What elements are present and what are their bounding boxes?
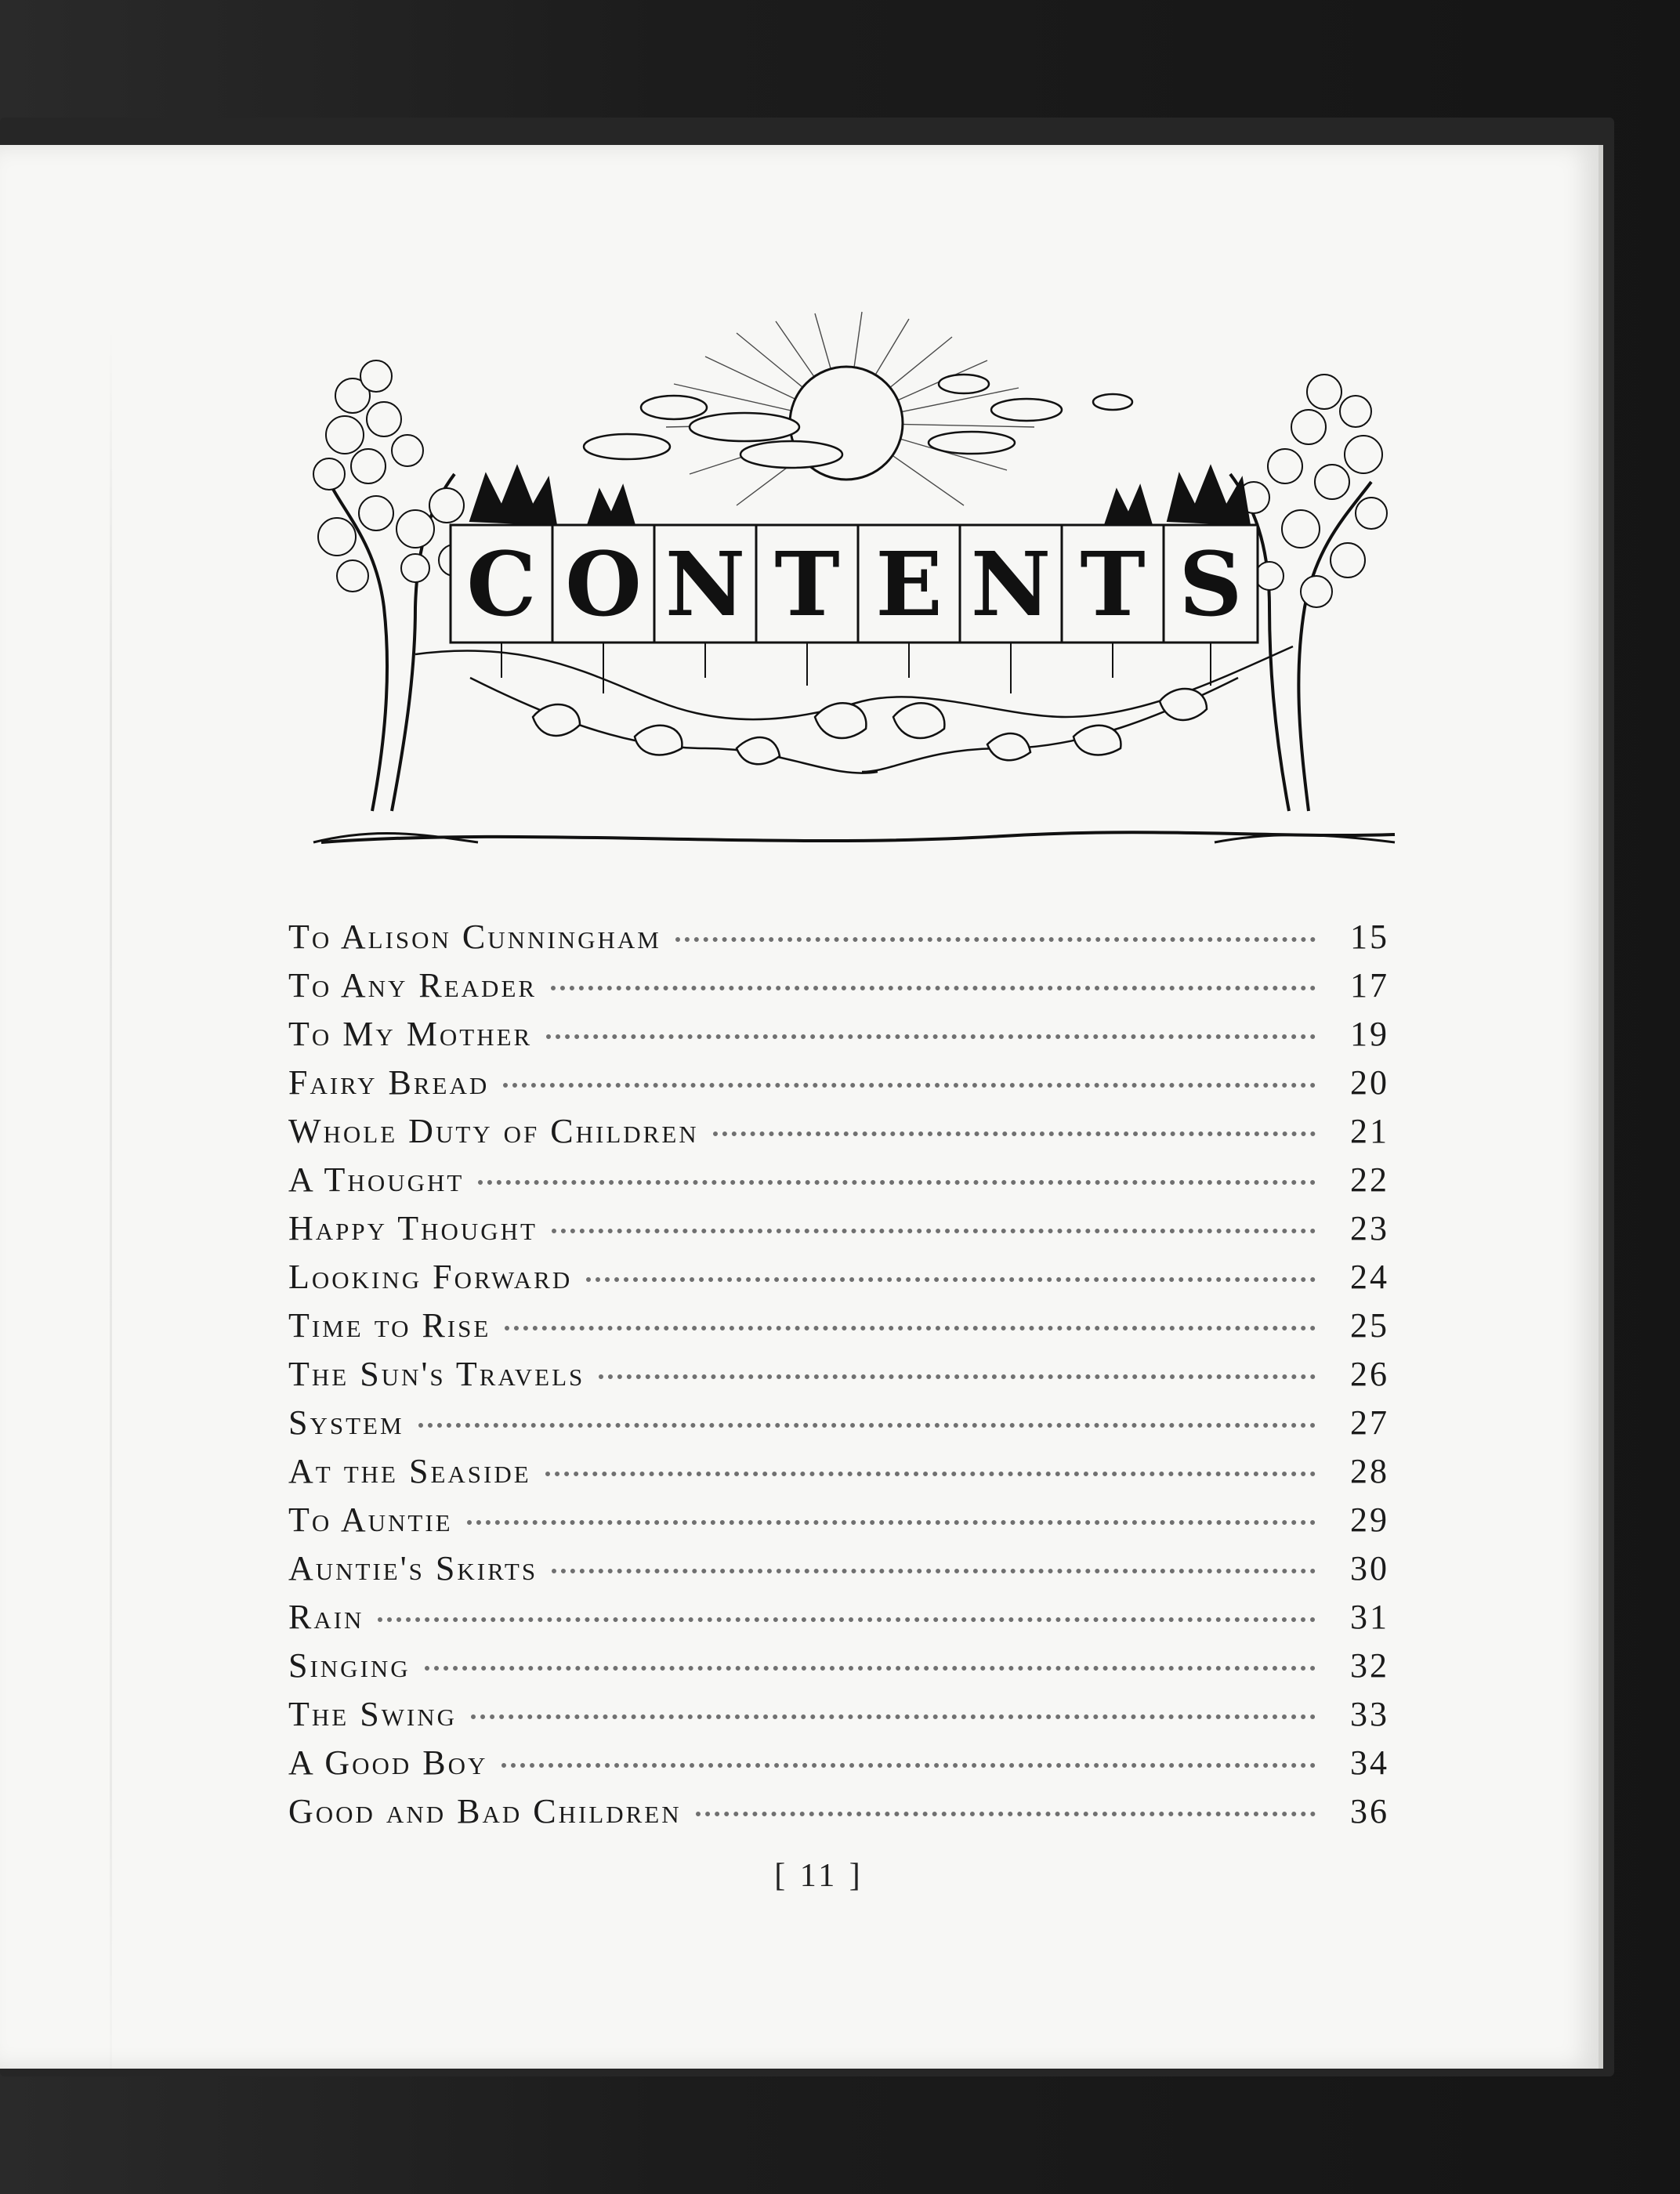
toc-entry[interactable] bbox=[288, 1597, 1389, 1646]
heading-letter: S bbox=[1179, 534, 1243, 636]
toc-entry-title: Auntie's Skirts bbox=[288, 1549, 538, 1588]
toc-entry-page: 25 bbox=[1350, 1306, 1389, 1345]
dot-leader bbox=[425, 1666, 1316, 1671]
toc-entry-title: Fairy Bread bbox=[288, 1063, 490, 1102]
dot-leader bbox=[599, 1374, 1316, 1379]
dot-leader bbox=[551, 986, 1316, 990]
dot-leader bbox=[675, 937, 1316, 942]
toc-entry-page: 32 bbox=[1350, 1646, 1389, 1685]
toc-entry-page: 28 bbox=[1350, 1452, 1389, 1490]
toc-entry[interactable] bbox=[288, 1208, 1389, 1257]
toc-entry[interactable] bbox=[288, 1014, 1389, 1063]
dot-leader bbox=[552, 1569, 1316, 1573]
page-number: [ 11 ] bbox=[774, 1858, 864, 1894]
toc-entry-title: A Thought bbox=[288, 1160, 465, 1199]
dot-leader bbox=[545, 1472, 1316, 1476]
toc-entry-page: 23 bbox=[1350, 1209, 1389, 1247]
toc-entry-title: Whole Duty of Children bbox=[288, 1112, 699, 1150]
table-of-contents bbox=[288, 917, 1389, 1840]
toc-entry[interactable] bbox=[288, 1694, 1389, 1743]
toc-entry-page: 22 bbox=[1350, 1160, 1389, 1199]
dot-leader bbox=[471, 1714, 1316, 1719]
dot-leader bbox=[478, 1180, 1316, 1185]
heading-letter: E bbox=[875, 534, 943, 636]
toc-entry-title: To Any Reader bbox=[288, 966, 538, 1005]
toc-entry-page: 27 bbox=[1350, 1403, 1389, 1442]
dot-leader bbox=[467, 1520, 1316, 1525]
toc-entry-page: 30 bbox=[1350, 1549, 1389, 1588]
toc-entry-title: To Alison Cunningham bbox=[288, 918, 661, 956]
toc-entry[interactable] bbox=[288, 1257, 1389, 1305]
toc-entry[interactable] bbox=[288, 1548, 1389, 1597]
dot-leader bbox=[696, 1812, 1316, 1816]
toc-entry-page: 20 bbox=[1350, 1063, 1389, 1102]
dot-leader bbox=[552, 1229, 1316, 1233]
toc-entry[interactable] bbox=[288, 1403, 1389, 1451]
heading-letter: N bbox=[664, 534, 746, 636]
dot-leader bbox=[501, 1763, 1316, 1768]
toc-entry-page: 34 bbox=[1350, 1743, 1389, 1782]
toc-entry-page: 31 bbox=[1350, 1598, 1389, 1636]
dot-leader bbox=[505, 1326, 1316, 1331]
toc-entry-title: Rain bbox=[288, 1598, 364, 1636]
toc-entry[interactable] bbox=[288, 1500, 1389, 1548]
toc-entry-title: To Auntie bbox=[288, 1501, 453, 1539]
toc-entry[interactable] bbox=[288, 1354, 1389, 1403]
toc-entry[interactable] bbox=[288, 1791, 1389, 1840]
toc-entry-title: The Swing bbox=[288, 1695, 458, 1733]
heading-letter: T bbox=[1080, 534, 1146, 636]
heading-letter: T bbox=[774, 534, 840, 636]
toc-entry[interactable] bbox=[288, 1743, 1389, 1791]
toc-entry-title: Good and Bad Children bbox=[288, 1792, 682, 1830]
toc-entry-title: Looking Forward bbox=[288, 1258, 573, 1296]
toc-entry-page: 33 bbox=[1350, 1695, 1389, 1733]
toc-entry-page: 19 bbox=[1350, 1015, 1389, 1053]
toc-entry-title: Time to Rise bbox=[288, 1306, 491, 1345]
toc-entry-page: 21 bbox=[1350, 1112, 1389, 1150]
sun-icon bbox=[666, 312, 1034, 505]
dot-leader bbox=[546, 1034, 1316, 1039]
toc-entry-title: The Sun's Travels bbox=[288, 1355, 585, 1393]
toc-entry[interactable] bbox=[288, 1111, 1389, 1160]
toc-entry[interactable] bbox=[288, 1646, 1389, 1694]
dot-leader bbox=[586, 1277, 1316, 1282]
contents-heading-illustration bbox=[298, 310, 1410, 858]
toc-entry[interactable] bbox=[288, 1063, 1389, 1111]
toc-entry-page: 24 bbox=[1350, 1258, 1389, 1296]
toc-entry[interactable] bbox=[288, 917, 1389, 965]
dot-leader bbox=[503, 1083, 1316, 1088]
toc-entry-page: 17 bbox=[1350, 966, 1389, 1005]
dot-leader bbox=[378, 1617, 1316, 1622]
toc-entry-title: Singing bbox=[288, 1646, 411, 1685]
toc-entry[interactable] bbox=[288, 1451, 1389, 1500]
dot-leader bbox=[418, 1423, 1316, 1428]
toc-entry[interactable] bbox=[288, 1305, 1389, 1354]
toc-entry-page: 26 bbox=[1350, 1355, 1389, 1393]
heading-letter: C bbox=[466, 534, 537, 636]
toc-entry[interactable] bbox=[288, 1160, 1389, 1208]
toc-entry-page: 15 bbox=[1350, 918, 1389, 956]
toc-entry-title: A Good Boy bbox=[288, 1743, 488, 1782]
toc-entry[interactable] bbox=[288, 965, 1389, 1014]
heading-letter: N bbox=[970, 534, 1052, 636]
toc-entry-title: To My Mother bbox=[288, 1015, 533, 1053]
toc-entry-page: 36 bbox=[1350, 1792, 1389, 1830]
toc-entry-title: System bbox=[288, 1403, 404, 1442]
heading-letter: O bbox=[565, 534, 642, 636]
toc-entry-title: Happy Thought bbox=[288, 1209, 538, 1247]
toc-entry-page: 29 bbox=[1350, 1501, 1389, 1539]
toc-entry-title: At the Seaside bbox=[288, 1452, 531, 1490]
dot-leader bbox=[713, 1131, 1316, 1136]
